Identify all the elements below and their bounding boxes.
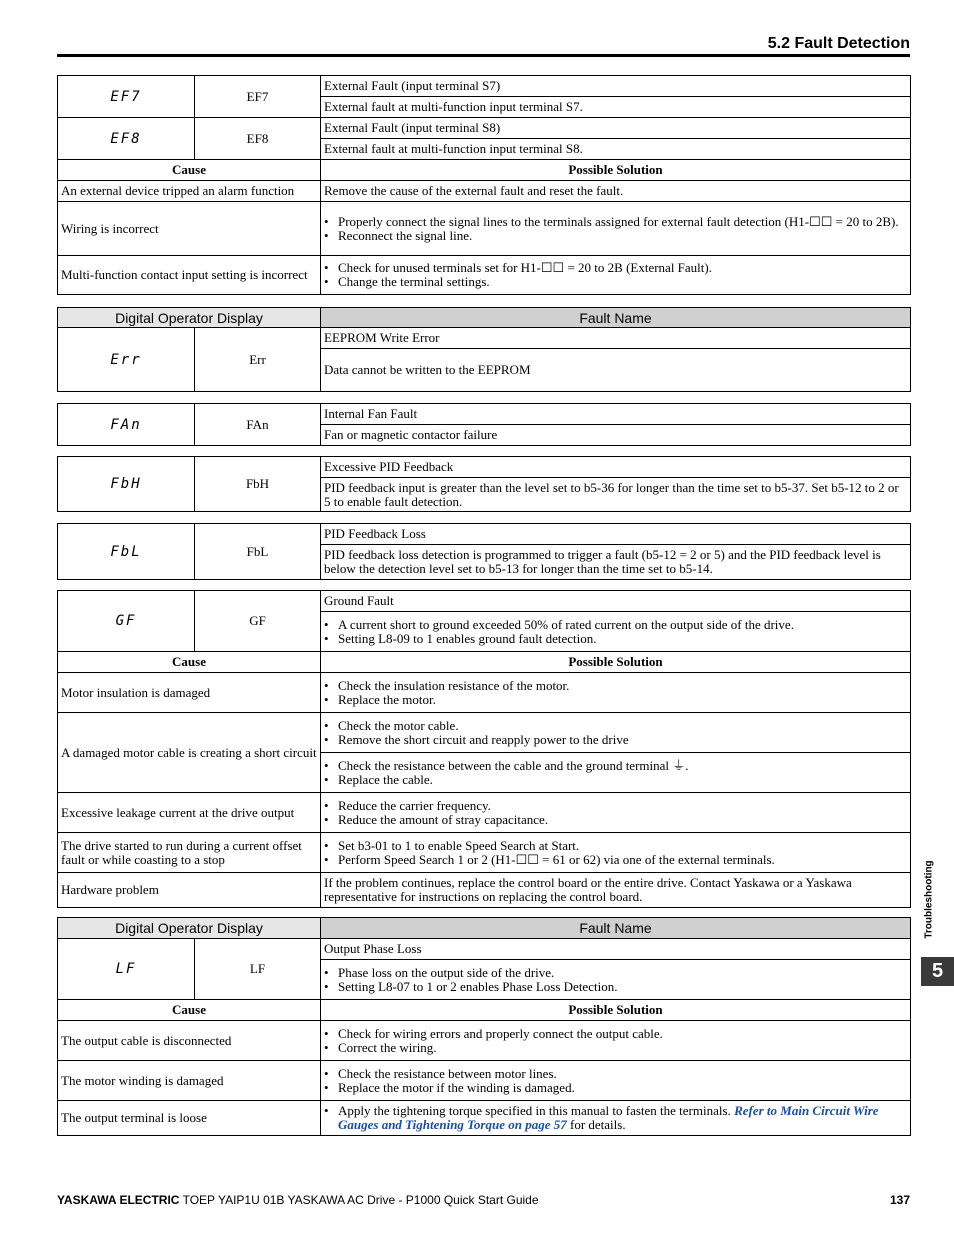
solution-cell — [321, 1061, 911, 1101]
page-number: 137 — [889, 1193, 910, 1207]
solution-bullet: • Check for wiring errors and properly connect the output cable. — [324, 1027, 907, 1041]
fault-title: Internal Fan Fault — [321, 404, 911, 425]
fault-desc: External fault at multi-function input terminal S8. — [321, 139, 911, 160]
table-row — [58, 1021, 911, 1061]
fault-name: GF — [195, 591, 321, 652]
chapter-tab[interactable]: 5 — [921, 957, 954, 986]
solution-text: Apply the tightening torque specified in this manual to fasten the terminals. — [338, 1103, 731, 1118]
cause-cell: Hardware problem — [58, 873, 321, 908]
table-row — [58, 793, 911, 833]
solution-bullet: • Replace the cable. — [324, 773, 907, 787]
solution-bullet: • Reconnect the signal line. — [324, 229, 907, 243]
chapter-side-label — [922, 862, 938, 942]
table-row — [58, 591, 911, 612]
solution-cell — [321, 673, 911, 713]
fault-desc: Data cannot be written to the EEPROM — [321, 349, 911, 392]
fault-desc: PID feedback loss detection is programmed to trigger a fault (b5-12 = 2 or 5) and the PID feedback level is below the detection level set to b5-13 for longer than the time set to b5-14. — [321, 545, 911, 580]
table-row — [58, 873, 911, 908]
fault-title: Ground Fault — [321, 591, 911, 612]
solution-bullet: • Reduce the carrier frequency. — [324, 799, 907, 813]
chapter-label: Troubleshooting — [923, 860, 935, 939]
cause-cell: Multi-function contact input setting is incorrect — [58, 256, 321, 295]
solution-header: Possible Solution — [321, 160, 911, 181]
lf-fault-body — [57, 938, 911, 1136]
fault-name: FAn — [195, 404, 321, 446]
cause-cell: The motor winding is damaged — [58, 1061, 321, 1101]
desc-bullet: • Phase loss on the output side of the drive. — [324, 966, 907, 980]
solution-bullet: • Correct the wiring. — [324, 1041, 907, 1055]
solution-bullet: • Reduce the amount of stray capacitance. — [324, 813, 907, 827]
solution-cell — [321, 1021, 911, 1061]
display-code: FbH — [58, 457, 195, 512]
table-row — [58, 328, 911, 349]
table-row — [58, 160, 911, 181]
fault-desc: PID feedback input is greater than the level set to b5-36 for longer than the time set to b5-37. Set b5-12 to 2 or 5 to enable fault detection. — [321, 478, 911, 512]
table-row — [58, 918, 911, 939]
cause-cell: Excessive leakage current at the drive output — [58, 793, 321, 833]
footer-doc: TOEP YAIP1U 01B YASKAWA AC Drive - P1000 Quick Start Guide — [182, 1193, 539, 1207]
display-code: EF7 — [58, 76, 195, 118]
table-row — [58, 404, 911, 425]
display-code: LF — [58, 939, 195, 1000]
fault-name: EF8 — [195, 118, 321, 160]
solution-cell: Remove the cause of the external fault and reset the fault. — [321, 181, 911, 202]
solution-bullet: • Replace the motor. — [324, 693, 907, 707]
display-header: Digital Operator Display — [58, 308, 321, 328]
fbl-fault-table — [57, 523, 911, 580]
display-code: EF8 — [58, 118, 195, 160]
footer-brand: YASKAWA ELECTRIC — [57, 1193, 180, 1207]
table-row — [58, 76, 911, 97]
cause-cell: The output terminal is loose — [58, 1101, 321, 1136]
solution-bullet: • Remove the short circuit and reapply power to the drive — [324, 733, 907, 747]
display-code: GF — [58, 591, 195, 652]
solution-header: Possible Solution — [321, 1000, 911, 1021]
solution-bullet — [324, 1104, 907, 1132]
display-code: Err — [58, 328, 195, 392]
table-row — [58, 118, 911, 139]
cause-header: Cause — [58, 160, 321, 181]
solution-bullet: • Check the motor cable. — [324, 719, 907, 733]
table-row — [58, 256, 911, 295]
fan-fault-table — [57, 403, 911, 446]
fbh-fault-table — [57, 456, 911, 512]
fault-name-header: Fault Name — [321, 918, 911, 939]
fault-title: External Fault (input terminal S8) — [321, 118, 911, 139]
table-row — [58, 1000, 911, 1021]
cause-header: Cause — [58, 1000, 321, 1021]
solution-cell: If the problem continues, replace the control board or the entire drive. Contact Yaskawa or a Yaskawa representative for instructions on replacing the control board. — [321, 873, 911, 908]
table-row — [58, 713, 911, 753]
fault-title: Output Phase Loss — [321, 939, 911, 960]
table-row — [58, 457, 911, 478]
table-row — [58, 939, 911, 960]
solution-bullet: • Check for unused terminals set for H1-☐☐ = 20 to 2B (External Fault). — [324, 261, 907, 275]
err-fault-table — [57, 307, 911, 392]
display-code: FAn — [58, 404, 195, 446]
solution-header: Possible Solution — [321, 652, 911, 673]
desc-bullet: • Setting L8-07 to 1 or 2 enables Phase Loss Detection. — [324, 980, 907, 994]
lf-fault-table — [57, 917, 911, 939]
solution-text: for details. — [570, 1117, 626, 1132]
table-row — [58, 308, 911, 328]
fault-title: PID Feedback Loss — [321, 524, 911, 545]
fault-title: External Fault (input terminal S7) — [321, 76, 911, 97]
fault-name-header: Fault Name — [321, 308, 911, 328]
gf-fault-table — [57, 590, 911, 908]
fault-title: EEPROM Write Error — [321, 328, 911, 349]
page-header — [57, 33, 910, 57]
table-row — [58, 673, 911, 713]
table-row — [58, 652, 911, 673]
fault-desc — [321, 960, 911, 1000]
desc-bullet: • A current short to ground exceeded 50% of rated current on the output side of the drive. — [324, 618, 907, 632]
fault-desc: External fault at multi-function input terminal S7. — [321, 97, 911, 118]
cause-cell: Motor insulation is damaged — [58, 673, 321, 713]
display-header: Digital Operator Display — [58, 918, 321, 939]
solution-cell — [321, 713, 911, 753]
ef-fault-table — [57, 75, 911, 295]
desc-bullet: • Setting L8-09 to 1 enables ground fault detection. — [324, 632, 907, 646]
fault-name: Err — [195, 328, 321, 392]
solution-cell — [321, 753, 911, 793]
table-row — [58, 1101, 911, 1136]
fault-title: Excessive PID Feedback — [321, 457, 911, 478]
cause-cell: The drive started to run during a current offset fault or while coasting to a stop — [58, 833, 321, 873]
solution-bullet: • Check the insulation resistance of the motor. — [324, 679, 907, 693]
solution-bullet: • Replace the motor if the winding is damaged. — [324, 1081, 907, 1095]
cross-reference-link[interactable]: Refer to Main Circuit Wire Gauges and Tightening Torque on page 57 — [338, 1103, 879, 1132]
fault-name: EF7 — [195, 76, 321, 118]
cause-cell: The output cable is disconnected — [58, 1021, 321, 1061]
fault-name: FbH — [195, 457, 321, 512]
fault-desc: Fan or magnetic contactor failure — [321, 425, 911, 446]
cause-header: Cause — [58, 652, 321, 673]
cause-cell: An external device tripped an alarm function — [58, 181, 321, 202]
table-row — [58, 202, 911, 256]
solution-cell — [321, 202, 911, 256]
cause-cell: Wiring is incorrect — [58, 202, 321, 256]
table-row — [58, 181, 911, 202]
solution-bullet: • Set b3-01 to 1 to enable Speed Search at Start. — [324, 839, 907, 853]
page-footer — [57, 1193, 910, 1207]
section-title: 5.2 Fault Detection — [767, 35, 910, 52]
solution-cell — [321, 833, 911, 873]
table-row — [58, 833, 911, 873]
cause-cell: A damaged motor cable is creating a short circuit — [58, 713, 321, 793]
table-row — [58, 1061, 911, 1101]
fault-desc — [321, 612, 911, 652]
solution-bullet: • Perform Speed Search 1 or 2 (H1-☐☐ = 61 or 62) via one of the external terminals. — [324, 853, 907, 867]
solution-cell — [321, 793, 911, 833]
solution-bullet: • Properly connect the signal lines to the terminals assigned for external fault detection (H1-☐☐ = 20 to 2B). — [324, 215, 907, 229]
fault-name: LF — [195, 939, 321, 1000]
display-code: FbL — [58, 524, 195, 580]
solution-cell — [321, 1101, 911, 1136]
table-row — [58, 524, 911, 545]
solution-cell — [321, 256, 911, 295]
solution-bullet: • Change the terminal settings. — [324, 275, 907, 289]
fault-name: FbL — [195, 524, 321, 580]
solution-bullet: • Check the resistance between the cable and the ground terminal ⏚. — [324, 759, 907, 773]
solution-bullet: • Check the resistance between motor lines. — [324, 1067, 907, 1081]
